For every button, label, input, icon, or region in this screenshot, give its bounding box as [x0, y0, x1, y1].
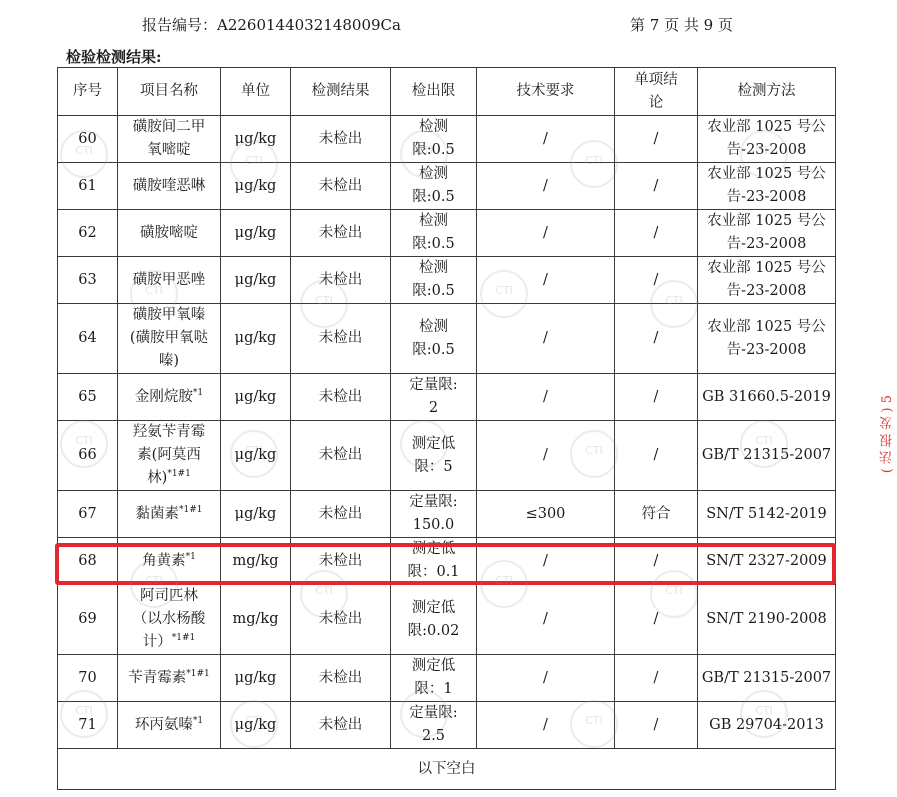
cell-conclusion-text: /	[653, 669, 659, 686]
cell-limit-text: 测定低 限：5	[411, 435, 456, 475]
cell-conclusion-text: /	[653, 130, 659, 147]
cell-method	[698, 116, 836, 163]
cell-requirement	[477, 257, 615, 304]
cell-requirement-text: /	[543, 330, 548, 346]
cell-no	[58, 210, 118, 257]
col-header-result: 检测结果	[291, 68, 391, 116]
cell-requirement	[477, 304, 615, 374]
cell-limit	[391, 210, 477, 257]
cell-no-text: 67	[78, 505, 97, 522]
cell-limit-text: 测定低 限:0.02	[407, 599, 460, 639]
cell-name	[118, 116, 221, 163]
cell-no	[58, 304, 118, 374]
cell-no-text: 62	[78, 224, 97, 241]
cell-method-text: GB 29704-2013	[709, 716, 824, 733]
cell-conclusion	[615, 702, 698, 749]
side-stamp-text: ( 法 报 发 ) 5	[880, 395, 895, 474]
cell-unit	[221, 304, 291, 374]
footnote-mark: *1#1	[186, 668, 210, 679]
cell-result-text: 未检出	[318, 271, 363, 288]
cell-unit-text: μg/kg	[234, 224, 277, 241]
cell-name-text: 磺胺间二甲 氧嘧啶	[132, 119, 206, 158]
results-table	[57, 67, 836, 790]
cell-requirement-text: /	[543, 388, 548, 405]
cell-result-text: 未检出	[318, 330, 363, 346]
cell-method-text: 农业部 1025 号公 告-23-2008	[707, 119, 826, 158]
footer-row	[58, 749, 836, 790]
cell-conclusion-text: /	[653, 447, 659, 463]
cell-conclusion-text: /	[653, 388, 659, 405]
cell-method-text: 农业部 1025 号公 告-23-2008	[707, 166, 826, 205]
cell-requirement-text: /	[543, 447, 548, 463]
cell-name	[118, 257, 221, 304]
col-header-method: 检测方法	[698, 68, 836, 116]
cell-limit	[391, 257, 477, 304]
cell-name	[118, 163, 221, 210]
cell-no	[58, 163, 118, 210]
cell-no-text: 61	[78, 177, 97, 194]
cell-limit-text: 定量限: 2.5	[409, 705, 458, 744]
cell-result	[291, 655, 391, 702]
table-row	[58, 655, 836, 702]
cell-conclusion	[615, 116, 698, 163]
cell-result-text: 未检出	[318, 388, 363, 405]
cell-unit-text: μg/kg	[234, 330, 277, 346]
cell-method	[698, 374, 836, 421]
report-number: 报告编号：A2260144032148009Ca	[142, 16, 401, 34]
table-row	[58, 491, 836, 538]
cell-conclusion-text: /	[653, 611, 659, 627]
col-header-unit: 单位	[221, 68, 291, 116]
cell-method	[698, 702, 836, 749]
cell-result-text: 未检出	[318, 669, 363, 686]
cell-limit	[391, 655, 477, 702]
cell-requirement-text: /	[543, 552, 548, 569]
cell-no-text: 70	[78, 669, 97, 686]
cell-method	[698, 421, 836, 491]
table-header-row	[58, 68, 836, 116]
footnote-mark: *1	[192, 387, 204, 398]
cell-limit-text: 测定低 限：1	[411, 658, 456, 697]
cell-limit-text: 定量限: 150.0	[409, 494, 458, 533]
cell-result	[291, 210, 391, 257]
cell-unit	[221, 374, 291, 421]
cell-name-text: 羟氨苄青霉 素(阿莫西 林)	[132, 424, 206, 486]
cell-method-text: GB 31660.5-2019	[702, 388, 831, 405]
cell-result-text: 未检出	[318, 505, 363, 522]
cell-result-text: 未检出	[318, 552, 363, 569]
cell-name-text: 磺胺嘧啶	[140, 224, 198, 241]
col-header-name: 项目名称	[118, 68, 221, 116]
cell-unit-text: μg/kg	[234, 669, 277, 686]
cell-conclusion	[615, 257, 698, 304]
cell-requirement-text: /	[543, 669, 548, 686]
cell-limit-text: 检测 限:0.5	[412, 213, 455, 252]
section-title: 检验检测结果:	[66, 48, 162, 66]
cell-name	[118, 304, 221, 374]
cell-conclusion	[615, 585, 698, 655]
cell-limit-text: 检测 限:0.5	[412, 119, 455, 158]
cell-conclusion	[615, 491, 698, 538]
cell-conclusion	[615, 304, 698, 374]
cell-unit-text: μg/kg	[234, 716, 277, 733]
cell-method	[698, 210, 836, 257]
cell-requirement	[477, 702, 615, 749]
cell-conclusion-text: /	[653, 330, 659, 346]
cell-method	[698, 585, 836, 655]
cell-method-text: 农业部 1025 号公 告-23-2008	[707, 260, 826, 299]
cell-name-text: 角黄素	[142, 552, 186, 569]
cell-unit	[221, 163, 291, 210]
cell-conclusion	[615, 421, 698, 491]
cell-limit	[391, 421, 477, 491]
report-header	[0, 14, 892, 36]
cell-no-text: 63	[78, 271, 97, 288]
cell-requirement	[477, 374, 615, 421]
cell-requirement	[477, 491, 615, 538]
cell-unit-text: μg/kg	[234, 447, 277, 463]
cell-requirement	[477, 421, 615, 491]
page-indicator: 第 7 页 共 9 页	[630, 16, 733, 34]
cell-limit-text: 检测 限:0.5	[412, 318, 455, 358]
cell-limit	[391, 116, 477, 163]
cell-unit	[221, 655, 291, 702]
cell-unit	[221, 116, 291, 163]
cell-name	[118, 491, 221, 538]
cell-limit-text: 测定低 限：0.1	[407, 541, 460, 580]
footnote-mark: *1#1	[179, 504, 203, 515]
cell-unit	[221, 421, 291, 491]
cell-no	[58, 491, 118, 538]
cell-result-text: 未检出	[318, 224, 363, 241]
cell-result-text: 未检出	[318, 177, 363, 194]
cell-limit	[391, 374, 477, 421]
cell-unit-text: μg/kg	[234, 388, 277, 405]
cell-name	[118, 210, 221, 257]
cell-conclusion-text: /	[653, 271, 659, 288]
cell-conclusion-text: /	[653, 177, 659, 194]
cell-conclusion-text: /	[653, 716, 659, 733]
cell-result	[291, 421, 391, 491]
cell-method-text: SN/T 2327-2009	[706, 552, 827, 569]
footnote-mark: *1	[185, 551, 196, 562]
cell-result	[291, 702, 391, 749]
cell-method-text: SN/T 2190-2008	[706, 611, 827, 627]
cell-method-text: SN/T 5142-2019	[706, 505, 827, 522]
cell-name-text: 环丙氨嗪	[134, 716, 193, 733]
cell-conclusion-text: /	[653, 224, 659, 241]
footnote-mark: *1#1	[167, 469, 191, 480]
cell-requirement	[477, 655, 615, 702]
cell-limit-text: 检测 限:0.5	[412, 260, 455, 299]
cell-name	[118, 421, 221, 491]
cell-no	[58, 702, 118, 749]
cell-unit	[221, 491, 291, 538]
highlight-box-row-68	[55, 543, 836, 585]
cell-name-text: 磺胺甲恶唑	[132, 271, 206, 288]
cell-result	[291, 585, 391, 655]
cell-requirement-text: /	[543, 224, 548, 241]
cell-requirement-text: /	[543, 271, 548, 288]
cell-method	[698, 163, 836, 210]
cell-name-text: 黏菌素	[135, 505, 179, 522]
table-row	[58, 163, 836, 210]
cell-no-text: 66	[78, 447, 97, 463]
cell-no	[58, 116, 118, 163]
cell-requirement-text: /	[543, 177, 548, 194]
cell-method-text: 农业部 1025 号公 告-23-2008	[707, 213, 826, 252]
cell-result	[291, 163, 391, 210]
cell-requirement	[477, 163, 615, 210]
cell-limit	[391, 163, 477, 210]
table-row	[58, 257, 836, 304]
cell-result-text: 未检出	[318, 130, 363, 147]
cell-requirement-text: /	[543, 611, 548, 627]
cell-no	[58, 257, 118, 304]
cell-no-text: 69	[78, 611, 97, 627]
cell-result	[291, 257, 391, 304]
table-body	[58, 116, 836, 749]
cell-limit	[391, 585, 477, 655]
cell-unit-text: μg/kg	[234, 177, 277, 194]
cell-result-text: 未检出	[318, 716, 363, 733]
cell-unit	[221, 585, 291, 655]
footnote-mark: *1	[192, 715, 204, 726]
cell-no	[58, 655, 118, 702]
cell-result-text: 未检出	[318, 447, 363, 463]
table-row	[58, 585, 836, 655]
cell-unit-text: mg/kg	[232, 611, 279, 627]
cell-name	[118, 702, 221, 749]
cell-unit-text: μg/kg	[234, 271, 277, 288]
table-row	[58, 702, 836, 749]
cell-no	[58, 585, 118, 655]
cell-requirement-text: /	[543, 130, 548, 147]
col-header-limit: 检出限	[391, 68, 477, 116]
cell-unit	[221, 210, 291, 257]
cell-limit	[391, 491, 477, 538]
col-header-requirement: 技术要求	[477, 68, 615, 116]
cell-result	[291, 116, 391, 163]
cell-no	[58, 374, 118, 421]
cell-conclusion-text: 符合	[641, 505, 671, 522]
cell-result	[291, 491, 391, 538]
blank-below-note: 以下空白	[58, 749, 836, 790]
cell-requirement	[477, 210, 615, 257]
cell-method	[698, 304, 836, 374]
cell-requirement	[477, 585, 615, 655]
cell-unit-text: μg/kg	[234, 130, 277, 147]
cell-method	[698, 655, 836, 702]
cell-unit	[221, 702, 291, 749]
footnote-mark: *1#1	[171, 633, 196, 644]
cell-no-text: 71	[78, 716, 97, 733]
cell-requirement-text: ≤300	[525, 505, 566, 522]
cell-no-text: 65	[78, 388, 97, 405]
cell-unit-text: mg/kg	[232, 552, 279, 569]
cell-conclusion	[615, 210, 698, 257]
cell-conclusion-text: /	[653, 552, 659, 569]
cell-result	[291, 374, 391, 421]
cell-name	[118, 655, 221, 702]
cell-name-text: 磺胺甲氧嗪 (磺胺甲氧哒 嗪)	[129, 307, 209, 369]
cell-limit	[391, 702, 477, 749]
cell-requirement	[477, 116, 615, 163]
cell-name-text: 金刚烷胺	[134, 388, 193, 405]
cell-no-text: 64	[78, 330, 97, 346]
cell-requirement-text: /	[543, 716, 548, 733]
cell-name	[118, 374, 221, 421]
cell-name-text: 磺胺喹恶啉	[132, 177, 206, 194]
table-row	[58, 116, 836, 163]
cell-method-text: 农业部 1025 号公 告-23-2008	[707, 318, 826, 358]
cell-limit	[391, 304, 477, 374]
cell-method	[698, 257, 836, 304]
cell-no-text: 60	[78, 130, 97, 147]
cell-method-text: GB/T 21315-2007	[701, 669, 832, 686]
cell-no-text: 68	[78, 552, 97, 569]
table-row	[58, 210, 836, 257]
cell-unit	[221, 257, 291, 304]
table-row	[58, 304, 836, 374]
cell-name-text: 阿司匹林 （以水杨酸 计）	[132, 588, 206, 650]
cell-conclusion	[615, 655, 698, 702]
cell-limit-text: 定量限: 2	[409, 377, 458, 416]
cell-result-text: 未检出	[318, 611, 363, 627]
cell-conclusion	[615, 374, 698, 421]
cell-result	[291, 304, 391, 374]
cell-unit-text: μg/kg	[234, 505, 277, 522]
cell-limit-text: 检测 限:0.5	[412, 166, 455, 205]
table-row	[58, 421, 836, 491]
cell-name	[118, 585, 221, 655]
cell-no	[58, 421, 118, 491]
table-row	[58, 374, 836, 421]
cell-method-text: GB/T 21315-2007	[701, 447, 832, 463]
cell-conclusion	[615, 163, 698, 210]
col-header-conclusion: 单项结 论	[615, 68, 698, 116]
cell-method	[698, 491, 836, 538]
cell-name-text: 苄青霉素	[128, 669, 187, 686]
col-header-no: 序号	[58, 68, 118, 116]
